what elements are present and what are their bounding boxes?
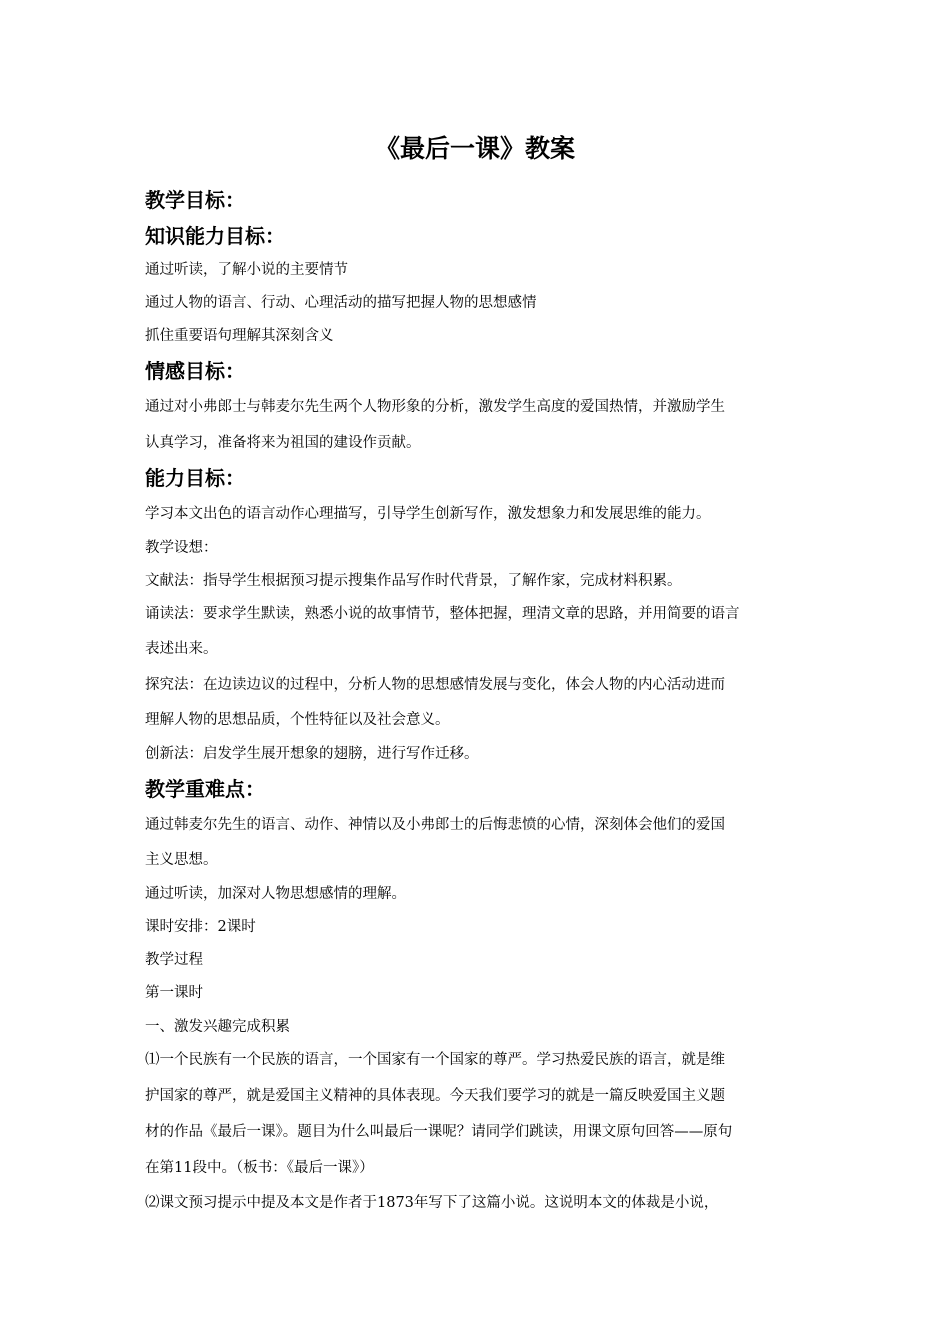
paragraph-line: 学习本文出色的语言动作心理描写，引导学生创新写作，激发想象力和发展思维的能力。 xyxy=(145,506,711,522)
paragraph-line: 教学设想： xyxy=(145,540,218,556)
paragraph-line: 在第11段中。（板书：《最后一课》） xyxy=(145,1160,374,1176)
heading-key-difficult: 教学重难点： xyxy=(145,777,265,801)
paragraph-line: ⑵课文预习提示中提及本文是作者于1873年写下了这篇小说。这说明本文的体裁是小说， xyxy=(145,1195,719,1211)
paragraph-line: 主义思想。 xyxy=(145,852,218,868)
paragraph-line: 通过听读，了解小说的主要情节 xyxy=(145,262,348,278)
paragraph-line: 抓住重要语句理解其深刻含义 xyxy=(145,328,334,344)
paragraph-line: 护国家的尊严，就是爱国主义精神的具体表现。今天我们要学习的就是一篇反映爱国主义题 xyxy=(145,1088,725,1104)
document-title: 《最后一课》教案 xyxy=(374,134,575,163)
heading-teaching-goals: 教学目标： xyxy=(145,188,245,212)
heading-ability-goals: 能力目标： xyxy=(145,466,245,490)
paragraph-line: ⑴一个民族有一个民族的语言，一个国家有一个国家的尊严。学习热爱民族的语言，就是维 xyxy=(145,1052,725,1068)
paragraph-line: 通过韩麦尔先生的语言、动作、神情以及小弗郎士的后悔悲愤的心情，深刻体会他们的爱国 xyxy=(145,817,725,833)
paragraph-line: 诵读法：要求学生默读，熟悉小说的故事情节，整体把握，理清文章的思路，并用简要的语言 xyxy=(145,606,740,622)
paragraph-line: 通过人物的语言、行动、心理活动的描写把握人物的思想感情 xyxy=(145,295,537,311)
paragraph-line: 一、激发兴趣完成积累 xyxy=(145,1019,290,1035)
paragraph-line: 探究法：在边读边议的过程中，分析人物的思想感情发展与变化，体会人物的内心活动进而 xyxy=(145,677,725,693)
heading-emotion-goals: 情感目标： xyxy=(145,359,245,383)
paragraph-line: 通过听读，加深对人物思想感情的理解。 xyxy=(145,886,406,902)
paragraph-line: 表述出来。 xyxy=(145,641,218,657)
paragraph-line: 认真学习，准备将来为祖国的建设作贡献。 xyxy=(145,435,421,451)
paragraph-line: 材的作品《最后一课》。题目为什么叫最后一课呢？请同学们跳读，用课文原句回答——原句 xyxy=(145,1124,733,1140)
paragraph-line: 第一课时 xyxy=(145,985,203,1001)
paragraph-line: 文献法：指导学生根据预习提示搜集作品写作时代背景，了解作家，完成材料积累。 xyxy=(145,573,682,589)
heading-knowledge-ability: 知识能力目标： xyxy=(145,224,285,248)
paragraph-line: 课时安排：2课时 xyxy=(145,919,256,935)
paragraph-line: 通过对小弗郎士与韩麦尔先生两个人物形象的分析，激发学生高度的爱国热情，并激励学生 xyxy=(145,399,725,415)
paragraph-line: 教学过程 xyxy=(145,952,203,968)
paragraph-line: 创新法：启发学生展开想象的翅膀，进行写作迁移。 xyxy=(145,746,479,762)
paragraph-line: 理解人物的思想品质，个性特征以及社会意义。 xyxy=(145,712,450,728)
